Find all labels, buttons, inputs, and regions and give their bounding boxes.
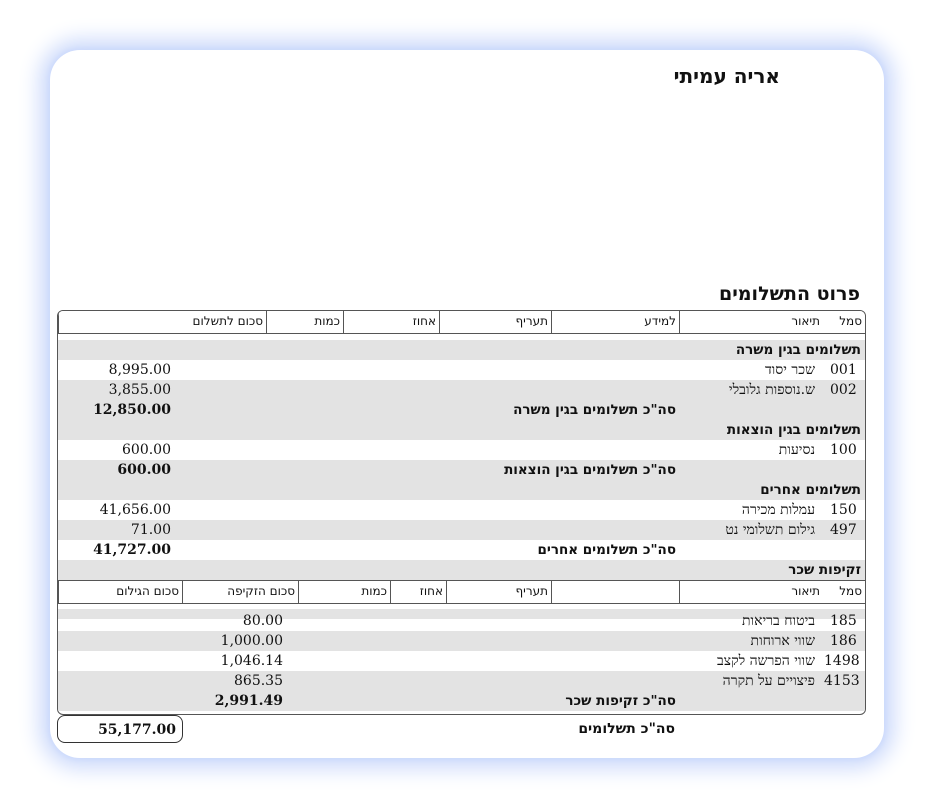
grand-total-amount: 55,177.00 bbox=[57, 715, 183, 743]
section-title: פרוט התשלומים bbox=[718, 283, 860, 305]
item-code: 002 bbox=[830, 382, 857, 398]
item-code: 185 bbox=[830, 613, 857, 629]
col-code: סמל bbox=[839, 314, 862, 328]
group-title-row bbox=[58, 340, 865, 360]
item-code: 186 bbox=[830, 633, 857, 649]
benefits-title-row bbox=[58, 560, 865, 580]
group-title-row bbox=[58, 480, 865, 500]
item-code: 001 bbox=[830, 362, 857, 378]
col-quantity: כמות bbox=[266, 311, 343, 333]
group-total-label: סה"כ תשלומים אחרים bbox=[537, 542, 676, 558]
col-description: תיאור bbox=[679, 311, 823, 333]
item-amount: 600.00 bbox=[122, 442, 171, 458]
col-code: סמל bbox=[839, 584, 862, 598]
benefits-total-label: סה"כ זקיפות שכר bbox=[565, 693, 676, 709]
col-amount: סכום לתשלום bbox=[58, 311, 266, 333]
item-amount: 41,656.00 bbox=[99, 502, 171, 518]
item-imputed-amount: 1,046.14 bbox=[220, 653, 283, 669]
col-percent: אחוז bbox=[343, 311, 439, 333]
group-title: תשלומים בגין משרה bbox=[735, 342, 861, 358]
payments-table bbox=[57, 310, 866, 715]
item-description: נסיעות bbox=[778, 442, 815, 458]
employee-name: אריה עמיתי bbox=[673, 64, 780, 88]
table-row bbox=[58, 671, 865, 691]
item-description: פיצויים על תקרה bbox=[722, 673, 815, 689]
col-imputed-amount: סכום הזקיפה bbox=[182, 581, 298, 603]
col-rate: תעריף bbox=[446, 581, 551, 603]
item-imputed-amount: 1,000.00 bbox=[220, 633, 283, 649]
col-quantity: כמות bbox=[298, 581, 390, 603]
item-description: ביטוח בריאות bbox=[741, 613, 815, 629]
group-title-row bbox=[58, 420, 865, 440]
table-row bbox=[58, 500, 865, 520]
item-code: 497 bbox=[830, 522, 857, 538]
group-total-row bbox=[58, 400, 865, 420]
item-code: 150 bbox=[830, 502, 857, 518]
payments-table-header bbox=[58, 311, 865, 334]
item-description: עמלות מכירה bbox=[741, 502, 815, 518]
group-total-label: סה"כ תשלומים בגין משרה bbox=[513, 402, 676, 418]
table-row bbox=[58, 520, 865, 540]
item-imputed-amount: 865.35 bbox=[234, 673, 283, 689]
item-description: שכר יסוד bbox=[764, 362, 815, 378]
col-percent: אחוז bbox=[390, 581, 446, 603]
col-rate: תעריף bbox=[439, 311, 551, 333]
group-total-label: סה"כ תשלומים בגין הוצאות bbox=[504, 462, 676, 478]
item-description: שווי הפרשה לקצב bbox=[717, 653, 815, 669]
grand-total-label: סה"כ תשלומים bbox=[578, 721, 675, 737]
col-for-info: למידע bbox=[551, 311, 679, 333]
table-row bbox=[58, 631, 865, 651]
group-total-amount: 600.00 bbox=[117, 462, 171, 478]
group-total-row bbox=[58, 460, 865, 480]
item-description: שווי ארוחות bbox=[750, 633, 815, 649]
table-row bbox=[58, 380, 865, 400]
col-description: תיאור bbox=[679, 581, 823, 603]
table-row bbox=[58, 360, 865, 380]
item-imputed-amount: 80.00 bbox=[242, 613, 283, 629]
item-amount: 8,995.00 bbox=[108, 362, 171, 378]
group-title: תשלומים בגין הוצאות bbox=[726, 422, 861, 438]
item-amount: 71.00 bbox=[130, 522, 171, 538]
col-empty bbox=[551, 581, 679, 603]
benefits-total-row bbox=[58, 691, 865, 711]
benefits-table-header bbox=[58, 580, 865, 604]
group-total-row bbox=[58, 540, 865, 560]
table-row bbox=[58, 651, 865, 671]
group-title: תשלומים אחרים bbox=[760, 482, 861, 498]
item-code: 1498 bbox=[824, 653, 860, 669]
table-row bbox=[58, 440, 865, 460]
item-code: 100 bbox=[830, 442, 857, 458]
item-amount: 3,855.00 bbox=[108, 382, 171, 398]
benefits-total-amount: 2,991.49 bbox=[214, 693, 283, 709]
item-code: 4153 bbox=[824, 673, 860, 689]
table-row bbox=[58, 611, 865, 631]
item-description: ש.נוספות גלובלי bbox=[728, 382, 815, 398]
col-grossup-amount: סכום הגילום bbox=[58, 581, 182, 603]
benefits-title: זקיפות שכר bbox=[788, 562, 861, 578]
group-total-amount: 12,850.00 bbox=[93, 402, 171, 418]
group-total-amount: 41,727.00 bbox=[93, 542, 171, 558]
item-description: גילום תשלומי נט bbox=[725, 522, 815, 538]
